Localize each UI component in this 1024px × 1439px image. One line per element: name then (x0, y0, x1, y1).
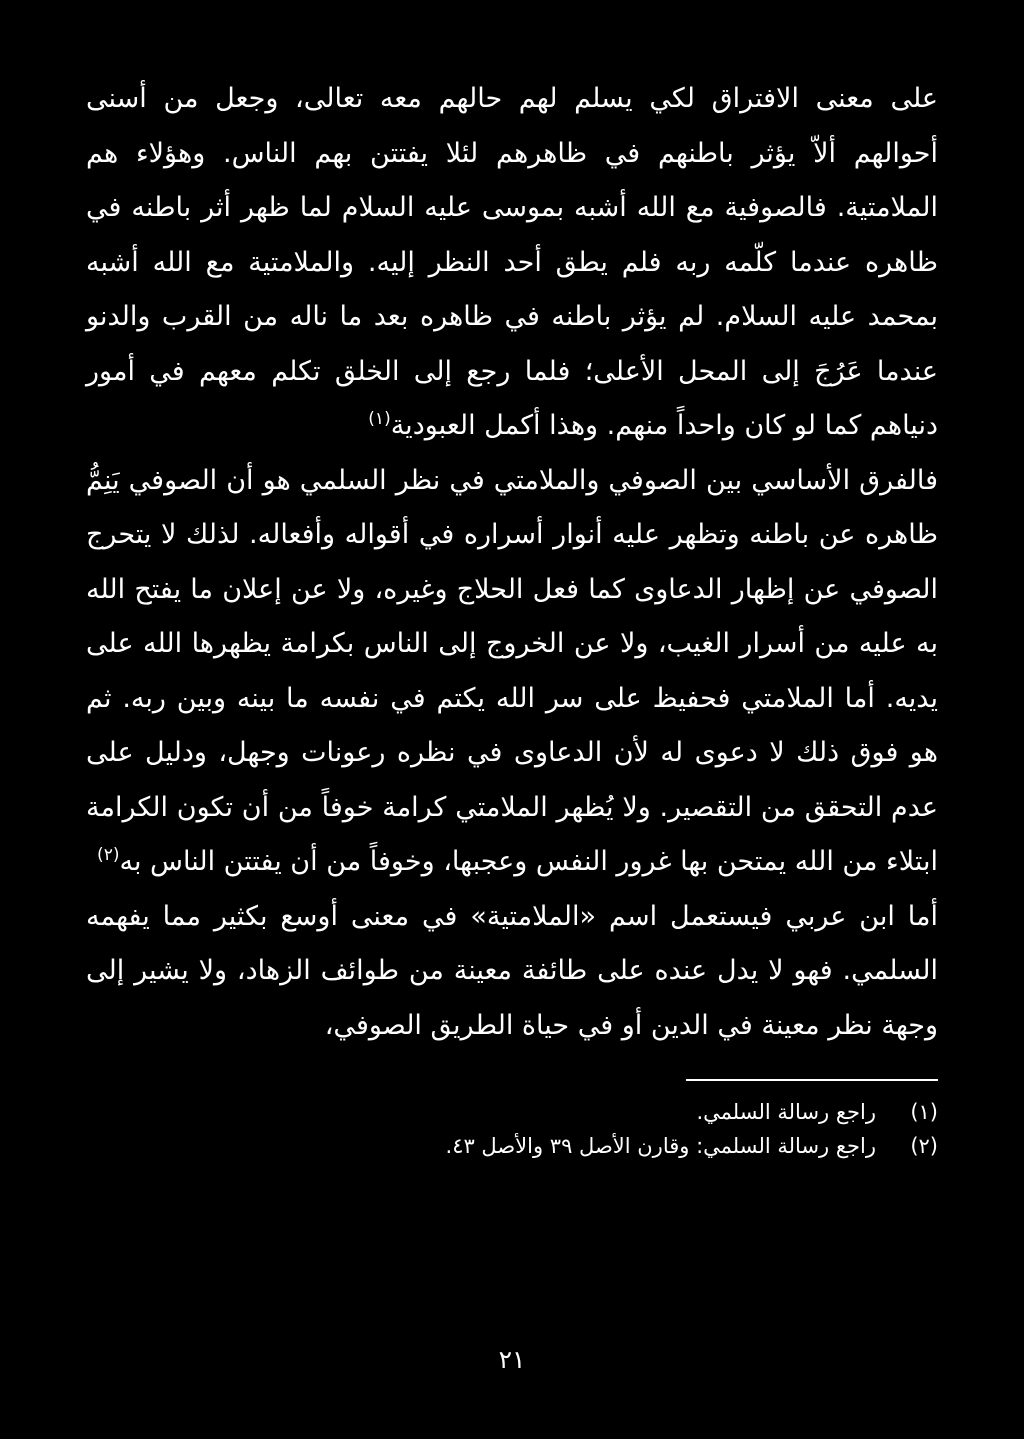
footnotes (86, 1095, 938, 1163)
paragraph-1 (86, 72, 938, 454)
footnote-ref-2: (٢) (97, 845, 120, 865)
footnote-separator-wrap (86, 1053, 938, 1095)
footnote-ref-1: (١) (368, 409, 391, 429)
paragraph-2-text: فالفرق الأساسي بين الصوفي والملامتي في نظر السلمي هو أن الصوفي يَنِمُّ ظاهره عن باطنه وتظهر عليه أنوار أسراره في أقواله وأفعاله. لذلك لا يتحرج الصوفي عن إظهار الدعاوى كما فعل الحلاج وغيره، ولا عن إعلان ما يفتح الله به عليه من أسرار الغيب، ولا عن الخروج إلى الناس بكرامة يظهرها الله على يديه. أما الملامتي فحفيظ على سر الله يكتم في نفسه ما بينه وبين ربه. ثم هو فوق ذلك لا دعوى له لأن الدعاوى في نظره رعونات وجهل، ودليل على عدم التحقق من التقصير. ولا يُظهر الملامتي كرامة خوفاً من أن تكون الكرامة ابتلاء من الله يمتحن بها غرور النفس وعجبها، وخوفاً من أن يفتتن الناس به (86, 464, 938, 877)
footnote-1-text: راجع رسالة السلمي. (696, 1100, 876, 1124)
footnote-2 (86, 1129, 938, 1163)
footnote-1 (86, 1095, 938, 1129)
paragraph-3-text: أما ابن عربي فيستعمل اسم «الملامتية» في معنى أوسع بكثير مما يفهمه السلمي. فهو لا يدل عنده على طائفة معينة من طوائف الزهاد، ولا يشير إلى وجهة نظر معينة في الدين أو في حياة الطريق الصوفي، (86, 900, 938, 1041)
footnote-2-text: راجع رسالة السلمي: وقارن الأصل ٣٩ والأصل ٤٣. (445, 1134, 876, 1158)
page-number: ٢١ (498, 1345, 526, 1374)
footnote-2-number: (٢) (910, 1134, 938, 1158)
footnote-1-number: (١) (910, 1100, 938, 1124)
paragraph-3 (86, 890, 938, 1054)
paragraph-1-text: على معنى الافتراق لكي يسلم لهم حالهم معه تعالى، وجعل من أسنى أحوالهم ألاّ يؤثر باطنهم في ظاهرهم لئلا يفتتن بهم الناس. وهؤلاء هم الملامتية. فالصوفية مع الله أشبه بموسى عليه السلام لما ظهر أثر باطنه في ظاهره عندما كلّمه ربه فلم يطق أحد النظر إليه. والملامتية مع الله أشبه بمحمد عليه السلام. لم يؤثر باطنه في ظاهره بعد ما ناله من القرب والدنو عندما عَرُجَ إلى المحل الأعلى؛ فلما رجع إلى الخلق تكلم معهم في أمور دنياهم كما لو كان واحداً منهم. وهذا أكمل العبودية (86, 83, 938, 441)
paragraph-2 (86, 454, 938, 890)
page-body (86, 72, 938, 1163)
footnote-separator (686, 1079, 938, 1081)
